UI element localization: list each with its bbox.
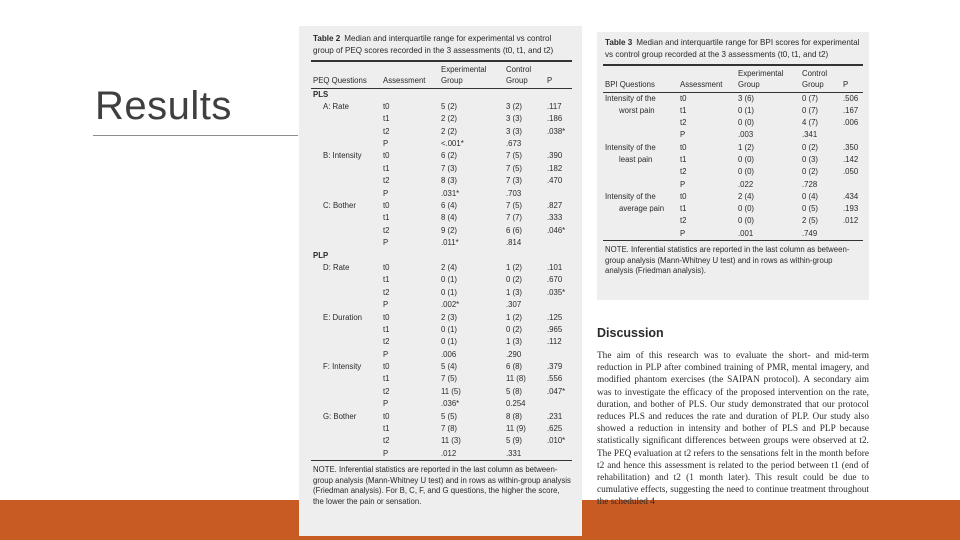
cell-control: .331 bbox=[506, 448, 522, 458]
table-row bbox=[597, 105, 869, 117]
cell-question: least pain bbox=[619, 154, 653, 164]
cell-control: 0 (7) bbox=[802, 105, 819, 115]
cell-control: .728 bbox=[802, 179, 818, 189]
cell-p: .333 bbox=[547, 213, 563, 223]
cell-assessment: t2 bbox=[383, 337, 390, 347]
table-row bbox=[299, 287, 582, 299]
table-row bbox=[299, 175, 582, 187]
cell-p: .379 bbox=[547, 362, 563, 372]
cell-assessment: P bbox=[383, 448, 389, 458]
table2-header-p: P bbox=[547, 75, 553, 85]
table-row bbox=[299, 188, 582, 200]
table-row bbox=[299, 113, 582, 125]
cell-experimental: 0 (1) bbox=[441, 324, 458, 334]
cell-assessment: P bbox=[680, 179, 686, 189]
cell-assessment: P bbox=[680, 228, 686, 238]
cell-p: .012 bbox=[843, 216, 859, 226]
table3-image bbox=[597, 32, 869, 300]
cell-assessment: t2 bbox=[383, 126, 390, 136]
table-row bbox=[299, 373, 582, 385]
table-row bbox=[299, 101, 582, 113]
cell-control: .673 bbox=[506, 139, 522, 149]
cell-assessment: t0 bbox=[383, 262, 390, 272]
cell-control: .290 bbox=[506, 349, 522, 359]
cell-assessment: t0 bbox=[383, 151, 390, 161]
table-row bbox=[597, 129, 869, 141]
cell-question: Intensity of the bbox=[605, 191, 656, 201]
cell-control: 0 (3) bbox=[802, 154, 819, 164]
table-row bbox=[299, 250, 582, 262]
table3-caption bbox=[597, 32, 869, 64]
cell-control: 0 (2) bbox=[506, 324, 523, 334]
table3-header-p: P bbox=[843, 79, 849, 89]
cell-assessment: t2 bbox=[383, 287, 390, 297]
cell-control: .749 bbox=[802, 228, 818, 238]
table2-header-question: PEQ Questions bbox=[313, 75, 367, 85]
table2-header-ctrl-1: Control bbox=[506, 64, 532, 74]
cell-experimental: 11 (5) bbox=[441, 386, 461, 396]
cell-control: 7 (3) bbox=[506, 176, 523, 186]
cell-experimental: .006 bbox=[441, 349, 457, 359]
cell-question: F: Intensity bbox=[323, 362, 362, 372]
cell-experimental: 2 (3) bbox=[441, 312, 458, 322]
table2-header-exp-1: Experimental bbox=[441, 64, 487, 74]
table-row bbox=[299, 423, 582, 435]
table-row bbox=[299, 126, 582, 138]
cell-assessment: t1 bbox=[383, 275, 390, 285]
cell-assessment: t0 bbox=[383, 101, 390, 111]
cell-control: 1 (3) bbox=[506, 337, 523, 347]
cell-experimental: 5 (2) bbox=[441, 101, 458, 111]
cell-assessment: t1 bbox=[680, 154, 687, 164]
discussion-paragraph: The aim of this research was to evaluate the short- and mid-term reduction in PLP after combined training of PMR, mental imagery, and modified phantom exercises (the SAIPAN protocol). A secondary aim was to investigate the efficacy of the proposed intervention on the rate, duration, and bother of PLS. Our study demonstrated that our protocol reduces PLS and reduces the rate and duration of PLP. Our study also showed a reduction in intensity and bother of PLS and PLP because statistically significant differences between groups were observed at t2. The PEQ evaluation at t2 refers to the sensations felt in the month before t2 and hence this assessment is related to the period between t1 (end of rehabilitation) and t2 (1 month later). This result could be due to cumulative effects, suggesting the need to continue treatment throughout the scheduled 4 bbox=[597, 351, 869, 508]
cell-control: 11 (8) bbox=[506, 374, 526, 384]
cell-assessment: t1 bbox=[383, 163, 390, 173]
cell-control: 11 (9) bbox=[506, 424, 526, 434]
cell-assessment: t1 bbox=[680, 105, 687, 115]
cell-experimental: 6 (4) bbox=[441, 201, 458, 211]
table-row bbox=[597, 142, 869, 154]
cell-question: Intensity of the bbox=[605, 142, 656, 152]
cell-p: .046* bbox=[547, 225, 566, 235]
cell-assessment: t0 bbox=[383, 201, 390, 211]
table3-header bbox=[597, 66, 869, 92]
cell-control: 6 (8) bbox=[506, 362, 523, 372]
cell-question: E: Duration bbox=[323, 312, 363, 322]
cell-assessment: t1 bbox=[680, 204, 687, 214]
cell-control: 3 (2) bbox=[506, 101, 523, 111]
table-row bbox=[299, 299, 582, 311]
cell-experimental: .012 bbox=[441, 448, 457, 458]
table-row bbox=[299, 163, 582, 175]
cell-p: .193 bbox=[843, 204, 859, 214]
table3-body bbox=[597, 93, 869, 241]
table-row bbox=[299, 336, 582, 348]
cell-experimental: 2 (4) bbox=[738, 191, 755, 201]
table-row bbox=[299, 274, 582, 286]
cell-experimental: 0 (1) bbox=[441, 337, 458, 347]
cell-experimental: 3 (6) bbox=[738, 93, 755, 103]
cell-experimental: 5 (4) bbox=[441, 362, 458, 372]
cell-question: PLS bbox=[313, 89, 329, 99]
cell-control: 0 (7) bbox=[802, 93, 819, 103]
table2-caption-text: Median and interquartile range for experimental vs control group of PEQ scores recorded in the 3 assessments (t0, t1, and t2) bbox=[313, 34, 554, 55]
cell-control: 7 (5) bbox=[506, 163, 523, 173]
cell-experimental: 9 (2) bbox=[441, 225, 458, 235]
cell-control: 3 (3) bbox=[506, 114, 523, 124]
cell-p: .117 bbox=[547, 101, 562, 111]
cell-p: .182 bbox=[547, 163, 563, 173]
cell-control: 0.254 bbox=[506, 399, 526, 409]
cell-experimental: 7 (3) bbox=[441, 163, 458, 173]
table2-caption bbox=[299, 26, 582, 60]
table3-header-exp-2: Group bbox=[738, 79, 760, 89]
cell-experimental: .036* bbox=[441, 399, 460, 409]
cell-experimental: 8 (4) bbox=[441, 213, 458, 223]
cell-control: 1 (2) bbox=[506, 262, 523, 272]
cell-assessment: t1 bbox=[383, 374, 390, 384]
cell-p: .038* bbox=[547, 126, 566, 136]
cell-assessment: P bbox=[383, 139, 389, 149]
cell-question: B: Intensity bbox=[323, 151, 362, 161]
cell-p: .112 bbox=[547, 337, 562, 347]
cell-p: .231 bbox=[547, 411, 563, 421]
table-row bbox=[299, 435, 582, 447]
cell-p: .006 bbox=[843, 118, 859, 128]
cell-control: 0 (2) bbox=[802, 167, 819, 177]
cell-control: 3 (3) bbox=[506, 126, 523, 136]
cell-control: 7 (7) bbox=[506, 213, 523, 223]
table-row bbox=[299, 262, 582, 274]
table2-header-assessment: Assessment bbox=[383, 75, 426, 85]
cell-experimental: 2 (2) bbox=[441, 114, 458, 124]
cell-assessment: t1 bbox=[383, 324, 390, 334]
cell-p: .050 bbox=[843, 167, 859, 177]
cell-control: 1 (2) bbox=[506, 312, 523, 322]
table2-label: Table 2 bbox=[313, 34, 341, 43]
cell-experimental: 0 (0) bbox=[738, 154, 755, 164]
cell-control: 4 (7) bbox=[802, 118, 819, 128]
table-row bbox=[299, 212, 582, 224]
cell-experimental: 0 (0) bbox=[738, 204, 755, 214]
table3-label: Table 3 bbox=[605, 38, 633, 47]
cell-experimental: .031* bbox=[441, 188, 460, 198]
cell-experimental: 11 (3) bbox=[441, 436, 461, 446]
cell-control: 0 (2) bbox=[802, 142, 819, 152]
cell-experimental: 0 (0) bbox=[738, 167, 755, 177]
table-row bbox=[597, 203, 869, 215]
cell-control: .341 bbox=[802, 130, 818, 140]
table-row bbox=[299, 237, 582, 249]
table-row bbox=[597, 117, 869, 129]
cell-experimental: .001 bbox=[738, 228, 754, 238]
cell-question: average pain bbox=[619, 204, 665, 214]
cell-control: 8 (8) bbox=[506, 411, 523, 421]
cell-experimental: .003 bbox=[738, 130, 754, 140]
cell-p: .434 bbox=[843, 191, 859, 201]
cell-question: Intensity of the bbox=[605, 93, 656, 103]
table2-note: NOTE. Inferential statistics are reported in the last column as between-group analysis (Mann-Whitney U test) and in rows as within-group analysis (Friedman analysis). For B, C, F, and G questions, the higher the score, the lower the pain or sensation. bbox=[313, 465, 571, 506]
cell-experimental: .011* bbox=[441, 238, 459, 248]
table-row bbox=[299, 386, 582, 398]
cell-question: A: Rate bbox=[323, 101, 350, 111]
table2-image bbox=[299, 26, 582, 536]
cell-question: PLP bbox=[313, 250, 329, 260]
table-row bbox=[299, 200, 582, 212]
cell-experimental: 2 (2) bbox=[441, 126, 458, 136]
cell-p: .670 bbox=[547, 275, 563, 285]
table3-header-ctrl-2: Group bbox=[802, 79, 824, 89]
table-row bbox=[299, 324, 582, 336]
slide-title: Results bbox=[95, 84, 232, 128]
cell-assessment: t2 bbox=[680, 167, 687, 177]
table3-note: NOTE. Inferential statistics are reported in the last column as between-group analysis (Mann-Whitney U test) and in rows as within-group analysis (Friedman analysis). bbox=[605, 245, 850, 276]
cell-experimental: 0 (0) bbox=[738, 216, 755, 226]
cell-control: .703 bbox=[506, 188, 522, 198]
cell-assessment: t0 bbox=[680, 142, 687, 152]
discussion-section bbox=[597, 326, 869, 538]
cell-p: .142 bbox=[843, 154, 859, 164]
cell-experimental: 0 (0) bbox=[738, 118, 755, 128]
table3-header-assessment: Assessment bbox=[680, 79, 723, 89]
table-row bbox=[299, 312, 582, 324]
table2-header bbox=[299, 62, 582, 88]
table-row bbox=[597, 228, 869, 240]
cell-assessment: t2 bbox=[383, 436, 390, 446]
cell-assessment: t2 bbox=[383, 386, 390, 396]
cell-p: .010* bbox=[547, 436, 566, 446]
cell-experimental: 8 (3) bbox=[441, 176, 458, 186]
cell-control: .814 bbox=[506, 238, 522, 248]
table-row bbox=[597, 93, 869, 105]
cell-experimental: 0 (1) bbox=[441, 287, 458, 297]
cell-assessment: t2 bbox=[383, 176, 390, 186]
cell-experimental: 5 (5) bbox=[441, 411, 458, 421]
cell-p: .035* bbox=[547, 287, 566, 297]
cell-question: D: Rate bbox=[323, 262, 350, 272]
table-row bbox=[299, 225, 582, 237]
cell-p: .390 bbox=[547, 151, 563, 161]
title-underline bbox=[93, 135, 298, 136]
table-row bbox=[597, 154, 869, 166]
cell-p: .101 bbox=[547, 262, 563, 272]
cell-assessment: P bbox=[383, 238, 389, 248]
cell-assessment: t2 bbox=[680, 118, 687, 128]
cell-experimental: 6 (2) bbox=[441, 151, 458, 161]
cell-experimental: 0 (1) bbox=[441, 275, 458, 285]
cell-control: 0 (2) bbox=[506, 275, 523, 285]
discussion-heading: Discussion bbox=[597, 326, 664, 340]
cell-p: .167 bbox=[843, 105, 859, 115]
cell-experimental: 7 (8) bbox=[441, 424, 458, 434]
cell-p: .827 bbox=[547, 201, 563, 211]
cell-p: .350 bbox=[843, 142, 859, 152]
cell-question: C: Bother bbox=[323, 201, 356, 211]
cell-question: worst pain bbox=[619, 105, 655, 115]
table-row bbox=[299, 150, 582, 162]
cell-control: 0 (5) bbox=[802, 204, 819, 214]
cell-assessment: P bbox=[383, 300, 389, 310]
table-row bbox=[597, 191, 869, 203]
cell-control: .307 bbox=[506, 300, 522, 310]
cell-p: .965 bbox=[547, 324, 563, 334]
table-row bbox=[597, 166, 869, 178]
cell-assessment: P bbox=[680, 130, 686, 140]
cell-p: .470 bbox=[547, 176, 563, 186]
cell-question: G: Bother bbox=[323, 411, 357, 421]
table-row bbox=[299, 138, 582, 150]
table-row bbox=[299, 411, 582, 423]
cell-assessment: t0 bbox=[383, 362, 390, 372]
cell-assessment: t2 bbox=[680, 216, 687, 226]
cell-control: 7 (5) bbox=[506, 201, 523, 211]
cell-experimental: 1 (2) bbox=[738, 142, 755, 152]
cell-p: .625 bbox=[547, 424, 563, 434]
cell-control: 2 (5) bbox=[802, 216, 819, 226]
table2-header-exp-2: Group bbox=[441, 75, 463, 85]
cell-assessment: t1 bbox=[383, 424, 390, 434]
table2-body bbox=[299, 89, 582, 461]
cell-assessment: t0 bbox=[383, 411, 390, 421]
cell-p: .047* bbox=[547, 386, 566, 396]
cell-experimental: 0 (1) bbox=[738, 105, 755, 115]
cell-assessment: t1 bbox=[383, 213, 390, 223]
cell-p: .556 bbox=[547, 374, 563, 384]
cell-p: .186 bbox=[547, 114, 563, 124]
cell-control: 6 (6) bbox=[506, 225, 523, 235]
cell-assessment: P bbox=[383, 349, 389, 359]
cell-assessment: t2 bbox=[383, 225, 390, 235]
cell-control: 1 (3) bbox=[506, 287, 523, 297]
cell-assessment: t1 bbox=[383, 114, 390, 124]
cell-control: 0 (4) bbox=[802, 191, 819, 201]
table-row bbox=[597, 179, 869, 191]
cell-assessment: P bbox=[383, 399, 389, 409]
cell-control: 5 (8) bbox=[506, 386, 523, 396]
cell-experimental: .022 bbox=[738, 179, 754, 189]
table3-header-exp-1: Experimental bbox=[738, 68, 784, 78]
table-row bbox=[299, 349, 582, 361]
table2-header-ctrl-2: Group bbox=[506, 75, 528, 85]
table3-header-question: BPI Questions bbox=[605, 79, 655, 89]
cell-p: .506 bbox=[843, 93, 859, 103]
cell-assessment: P bbox=[383, 188, 389, 198]
cell-control: 7 (5) bbox=[506, 151, 523, 161]
cell-assessment: t0 bbox=[680, 93, 687, 103]
cell-experimental: <.001* bbox=[441, 139, 464, 149]
table-row bbox=[597, 215, 869, 227]
cell-assessment: t0 bbox=[680, 191, 687, 201]
table-row bbox=[299, 361, 582, 373]
cell-control: 5 (9) bbox=[506, 436, 523, 446]
cell-experimental: 7 (5) bbox=[441, 374, 458, 384]
cell-experimental: .002* bbox=[441, 300, 460, 310]
table-row bbox=[299, 398, 582, 410]
table3-caption-text: Median and interquartile range for BPI scores for experimental vs control group recorded at the 3 assessments (t0, t1, and t2) bbox=[605, 38, 860, 59]
cell-experimental: 2 (4) bbox=[441, 262, 458, 272]
table-row bbox=[299, 448, 582, 460]
cell-p: .125 bbox=[547, 312, 563, 322]
table-row bbox=[299, 89, 582, 101]
table3-header-ctrl-1: Control bbox=[802, 68, 828, 78]
cell-assessment: t0 bbox=[383, 312, 390, 322]
